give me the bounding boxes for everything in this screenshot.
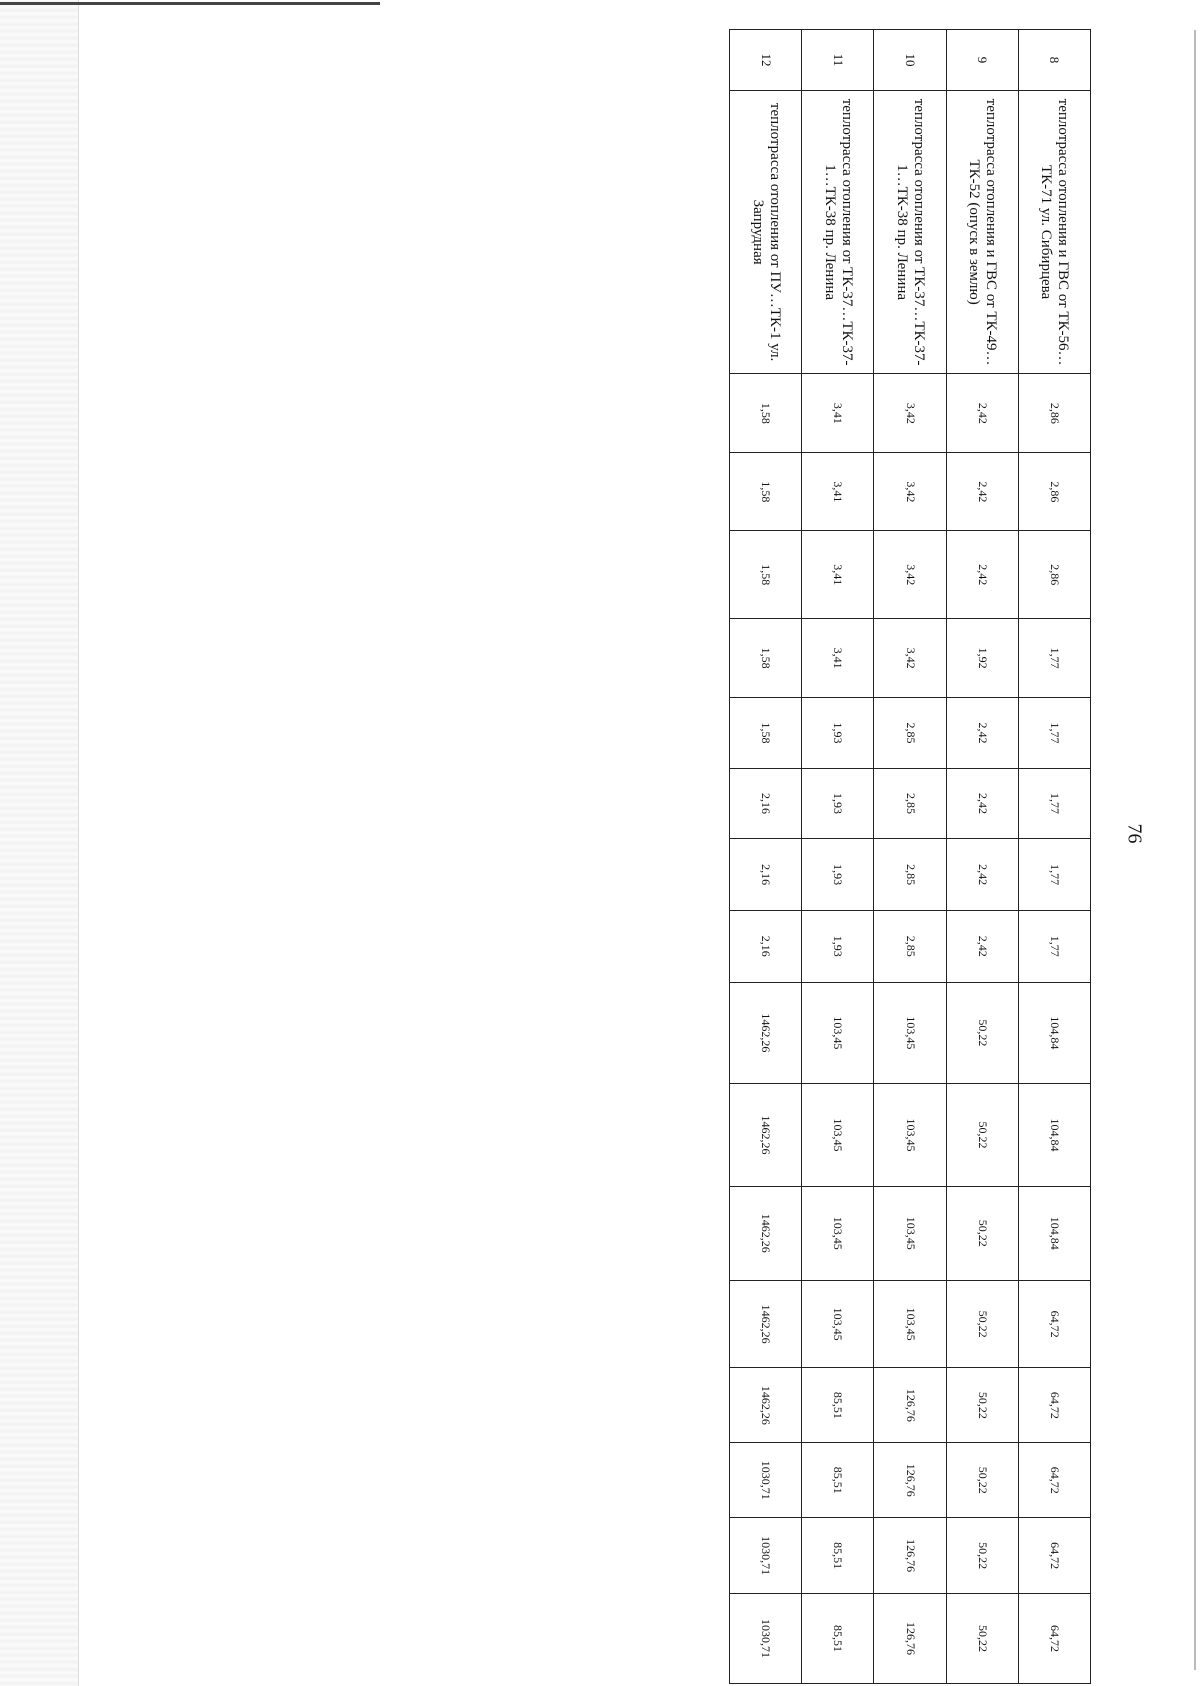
value-cell: 126,76	[874, 1594, 946, 1684]
value-cell: 3,42	[874, 531, 946, 619]
row-number: 12	[730, 30, 802, 91]
value-cell: 1,77	[1018, 698, 1090, 769]
value-cell: 1030,71	[730, 1443, 802, 1518]
value-cell: 85,51	[802, 1518, 874, 1594]
pipeline-name: теплотрасса отопления и ГВС от ТК-49…ТК-52 (опуск в землю)	[946, 90, 1018, 373]
value-cell: 126,76	[874, 1368, 946, 1443]
value-cell: 126,76	[874, 1443, 946, 1518]
value-cell: 103,45	[874, 1186, 946, 1280]
value-cell: 2,42	[946, 453, 1018, 531]
value-cell: 85,51	[802, 1594, 874, 1684]
value-cell: 50,22	[946, 1186, 1018, 1280]
value-cell: 3,41	[802, 531, 874, 619]
value-cell: 1,93	[802, 910, 874, 982]
value-cell: 50,22	[946, 1518, 1018, 1594]
heat-network-table	[729, 29, 1091, 1684]
value-cell: 1,58	[730, 374, 802, 453]
value-cell: 3,41	[802, 374, 874, 453]
value-cell: 2,85	[874, 910, 946, 982]
value-cell: 3,41	[802, 619, 874, 698]
value-cell: 104,84	[1018, 1186, 1090, 1280]
value-cell: 64,72	[1018, 1594, 1090, 1684]
value-cell: 50,22	[946, 1084, 1018, 1187]
scan-top-rule	[0, 2, 380, 5]
value-cell: 50,22	[946, 982, 1018, 1084]
value-cell: 1,77	[1018, 839, 1090, 911]
value-cell: 2,85	[874, 698, 946, 769]
value-cell: 3,41	[802, 453, 874, 531]
value-cell: 2,16	[730, 910, 802, 982]
value-cell: 3,42	[874, 453, 946, 531]
pipeline-name: теплотрасса отопления от ТК-37…ТК-37-1…ТК-38 пр. Ленина	[874, 90, 946, 373]
value-cell: 103,45	[802, 1084, 874, 1187]
value-cell: 2,42	[946, 768, 1018, 839]
value-cell: 64,72	[1018, 1368, 1090, 1443]
pipeline-name: теплотрасса отопления от ПУ…ТК-1 ул. Запрудная	[730, 90, 802, 373]
value-cell: 2,16	[730, 839, 802, 911]
value-cell: 50,22	[946, 1594, 1018, 1684]
value-cell: 1,58	[730, 698, 802, 769]
value-cell: 1,58	[730, 619, 802, 698]
value-cell: 85,51	[802, 1443, 874, 1518]
table-row	[802, 30, 874, 1684]
pipeline-name: теплотрасса отопления от ТК-37…ТК-37-1…ТК-38 пр. Ленина	[802, 90, 874, 373]
value-cell: 50,22	[946, 1368, 1018, 1443]
value-cell: 64,72	[1018, 1443, 1090, 1518]
value-cell: 64,72	[1018, 1518, 1090, 1594]
value-cell: 104,84	[1018, 982, 1090, 1084]
rotated-table-wrapper	[729, 29, 1091, 1684]
value-cell: 2,85	[874, 768, 946, 839]
value-cell: 2,86	[1018, 453, 1090, 531]
value-cell: 3,42	[874, 374, 946, 453]
value-cell: 3,42	[874, 619, 946, 698]
value-cell: 103,45	[802, 982, 874, 1084]
value-cell: 50,22	[946, 1443, 1018, 1518]
value-cell: 64,72	[1018, 1280, 1090, 1368]
value-cell: 2,42	[946, 839, 1018, 911]
value-cell: 1030,71	[730, 1518, 802, 1594]
pipeline-name: теплотрасса отопления и ГВС от ТК-56…ТК-71 ул. Сибирцева	[1018, 90, 1090, 373]
page-number: 76	[1123, 823, 1146, 844]
value-cell: 2,42	[946, 910, 1018, 982]
value-cell: 1,58	[730, 453, 802, 531]
value-cell: 1,77	[1018, 910, 1090, 982]
table-row	[874, 30, 946, 1684]
value-cell: 1,77	[1018, 768, 1090, 839]
value-cell: 104,84	[1018, 1084, 1090, 1187]
value-cell: 1462,26	[730, 1186, 802, 1280]
row-number: 9	[946, 30, 1018, 91]
row-number: 8	[1018, 30, 1090, 91]
value-cell: 50,22	[946, 1280, 1018, 1368]
table-body	[730, 30, 1091, 1684]
value-cell: 2,86	[1018, 374, 1090, 453]
value-cell: 2,86	[1018, 531, 1090, 619]
value-cell: 1,58	[730, 531, 802, 619]
value-cell: 1030,71	[730, 1594, 802, 1684]
row-number: 10	[874, 30, 946, 91]
scan-right-rule	[1194, 30, 1196, 1670]
value-cell: 2,42	[946, 698, 1018, 769]
value-cell: 1,93	[802, 698, 874, 769]
value-cell: 2,16	[730, 768, 802, 839]
value-cell: 1,92	[946, 619, 1018, 698]
table-row	[1018, 30, 1090, 1684]
value-cell: 103,45	[802, 1280, 874, 1368]
value-cell: 2,85	[874, 839, 946, 911]
value-cell: 103,45	[874, 1084, 946, 1187]
value-cell: 1,93	[802, 768, 874, 839]
value-cell: 2,42	[946, 531, 1018, 619]
scan-left-edge	[0, 0, 79, 1686]
value-cell: 2,42	[946, 374, 1018, 453]
value-cell: 1,93	[802, 839, 874, 911]
value-cell: 103,45	[802, 1186, 874, 1280]
value-cell: 1,77	[1018, 619, 1090, 698]
table-row	[946, 30, 1018, 1684]
table-row	[730, 30, 802, 1684]
value-cell: 103,45	[874, 982, 946, 1084]
value-cell: 1462,26	[730, 982, 802, 1084]
value-cell: 1462,26	[730, 1084, 802, 1187]
value-cell: 126,76	[874, 1518, 946, 1594]
row-number: 11	[802, 30, 874, 91]
value-cell: 103,45	[874, 1280, 946, 1368]
value-cell: 1462,26	[730, 1280, 802, 1368]
value-cell: 85,51	[802, 1368, 874, 1443]
value-cell: 1462,26	[730, 1368, 802, 1443]
